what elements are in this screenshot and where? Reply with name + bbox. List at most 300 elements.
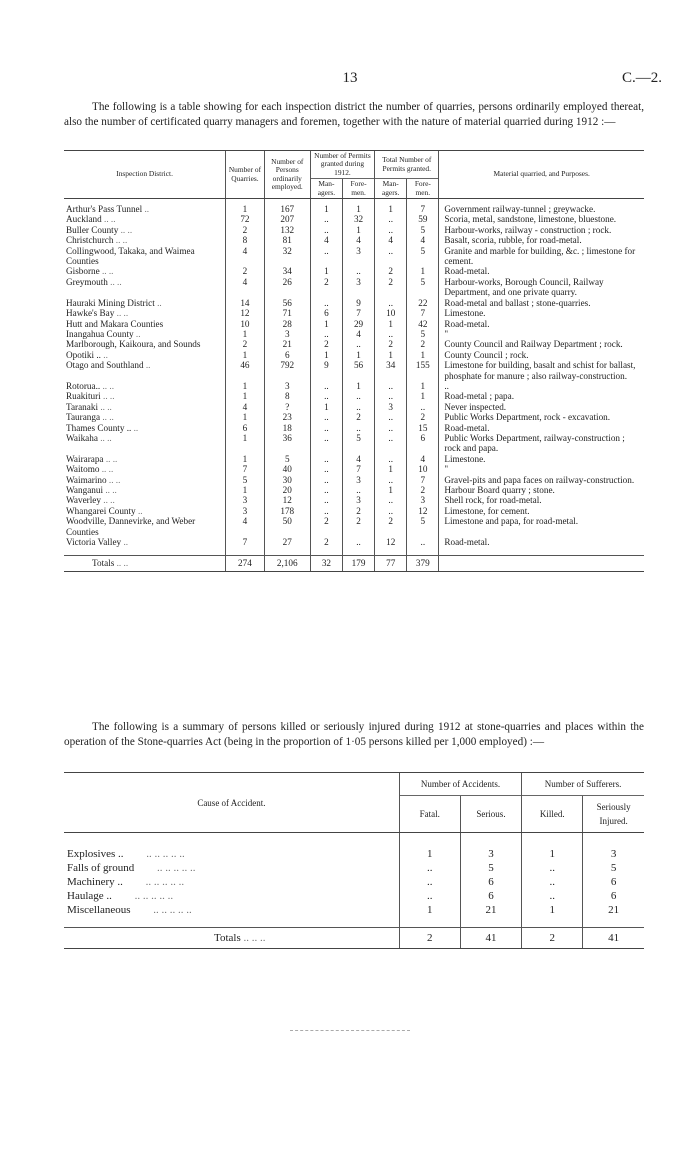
- dot-leader: ..: [103, 349, 108, 360]
- district-name: Hutt and Makara Counties: [66, 318, 164, 329]
- cell-killed: 1: [522, 903, 583, 917]
- cell-persons: 20: [264, 485, 310, 495]
- cell-tf: 1: [407, 350, 439, 360]
- cell-tf: 15: [407, 423, 439, 433]
- cell-tm: 1: [375, 485, 407, 495]
- cell-pf: 3: [343, 475, 375, 485]
- cell-tf: 42: [407, 319, 439, 329]
- cell-tm: ..: [375, 225, 407, 235]
- cell-pf: 7: [343, 464, 375, 474]
- cell-material: Harbour Board quarry ; stone.: [439, 485, 644, 495]
- cell-pf: 1: [343, 225, 375, 235]
- cell-quarries: 1: [226, 433, 264, 454]
- cell-persons: 23: [264, 412, 310, 422]
- cell-pm: ..: [310, 433, 342, 454]
- table-row: [64, 903, 644, 917]
- cell-quarries: 1: [226, 454, 264, 464]
- cell-quarries: 1: [226, 412, 264, 422]
- cell-quarries: 4: [226, 246, 264, 267]
- cell-tm: 34: [375, 360, 407, 381]
- district-name: Christchurch: [66, 235, 114, 246]
- dot-leader: ..: [137, 505, 143, 516]
- district-name: Victoria Valley: [66, 537, 122, 548]
- table-row: [64, 875, 644, 889]
- cell-injured: 6: [583, 889, 644, 903]
- cell-pf: 1: [343, 350, 375, 360]
- dot-leader: ..: [157, 297, 162, 308]
- cell-tf: 155: [407, 360, 439, 381]
- cell-quarries: 7: [226, 464, 264, 474]
- cell-pm: ..: [310, 495, 342, 505]
- cell-quarries: 12: [226, 308, 264, 318]
- cell-tm: ..: [375, 391, 407, 401]
- cell-material: County Council and Railway Department ; rock.: [439, 339, 644, 349]
- district-name: Whangarei County: [66, 505, 136, 516]
- cell-material: Harbour-works, Borough Council, Railway Department, and one private quarry.: [439, 277, 644, 298]
- cell-tf: 59: [407, 214, 439, 224]
- dot-leader: .. ..: [100, 432, 112, 443]
- cell-persons: 21: [264, 339, 310, 349]
- header-permits-granted: Number of Permits granted during 1912.: [310, 151, 374, 179]
- cell-pm: 2: [310, 339, 342, 349]
- totals-persons: 2,106: [264, 556, 310, 571]
- table-row: [64, 329, 644, 339]
- totals-permit-foremen: 179: [343, 556, 375, 571]
- cause-name: Explosives ..: [67, 848, 124, 860]
- cell-pf: 4: [343, 235, 375, 245]
- district-name: Marlborough, Kaikoura, and Sounds: [66, 339, 201, 350]
- dot-leader: .. ..: [103, 391, 115, 402]
- cell-tf: 7: [407, 204, 439, 214]
- cell-persons: 132: [264, 225, 310, 235]
- cell-tm: 10: [375, 308, 407, 318]
- header-material: Material quarried, and Purposes.: [439, 151, 644, 199]
- cell-tf: 5: [407, 246, 439, 267]
- table-row: [64, 381, 644, 391]
- cell-pm: 6: [310, 308, 342, 318]
- table-row: [64, 433, 644, 454]
- district-name: Rotorua..: [66, 380, 101, 391]
- cell-material: Limestone.: [439, 308, 644, 318]
- district-name: Waimarino: [66, 474, 107, 485]
- cell-persons: 3: [264, 381, 310, 391]
- cell-material: Government railway-tunnel ; greywacke.: [439, 204, 644, 214]
- cell-material: Shell rock, for road-metal.: [439, 495, 644, 505]
- cell-pf: 1: [343, 381, 375, 391]
- cell-persons: 5: [264, 454, 310, 464]
- cell-tf: 6: [407, 433, 439, 454]
- table-row: [64, 423, 644, 433]
- cell-killed: ..: [522, 889, 583, 903]
- cell-tf: 2: [407, 412, 439, 422]
- cell-persons: 40: [264, 464, 310, 474]
- cell-quarries: 1: [226, 391, 264, 401]
- cell-quarries: 4: [226, 402, 264, 412]
- table-row: [64, 308, 644, 318]
- page-number: 13: [342, 70, 358, 86]
- header-quarries: Number of Quarries.: [226, 151, 264, 199]
- cell-tf: 5: [407, 277, 439, 298]
- totals-leader: .. ..: [116, 558, 129, 569]
- table-row: [64, 319, 644, 329]
- cell-pf: ..: [343, 485, 375, 495]
- dot-leader: .. .. .. .. ..: [134, 890, 174, 902]
- table-row: [64, 485, 644, 495]
- dot-leader: .. ..: [102, 412, 114, 423]
- quarry-table: [64, 150, 644, 572]
- cell-pf: 3: [343, 246, 375, 267]
- cell-persons: 36: [264, 433, 310, 454]
- dot-leader: .. ..: [110, 276, 122, 287]
- cell-material: Limestone for building, basalt and schist for ballast, phosphate for manure ; also railway-construction.: [439, 360, 644, 381]
- header-district: Inspection District.: [64, 151, 226, 199]
- district-name: Waitomo: [66, 464, 100, 475]
- totals-total-managers: 77: [375, 556, 407, 571]
- cell-serious: 3: [460, 847, 521, 861]
- cell-persons: ?: [264, 402, 310, 412]
- cell-pm: 4: [310, 235, 342, 245]
- cell-material: Limestone, for cement.: [439, 506, 644, 516]
- dot-leader: .. ..: [105, 453, 118, 464]
- cell-pf: 3: [343, 277, 375, 298]
- cell-pm: ..: [310, 225, 342, 235]
- table-row: [64, 204, 644, 214]
- cell-persons: 28: [264, 319, 310, 329]
- cause-name: Machinery ..: [67, 876, 123, 888]
- dot-leader: .. .. .. .. ..: [146, 848, 185, 860]
- cell-serious: 5: [460, 861, 521, 875]
- cell-persons: 8: [264, 391, 310, 401]
- cell-injured: 5: [583, 861, 644, 875]
- cell-persons: 50: [264, 516, 310, 537]
- summary-paragraph: The following is a summary of persons killed or seriously injured during 1912 at stone-quarries and places within the operation of the Stone-quarries Act (being in the proportion of 1·05 persons killed per 1,000 employed) :—: [64, 721, 644, 748]
- cell-pf: 5: [343, 433, 375, 454]
- cell-fatal: 1: [399, 903, 460, 917]
- cell-pm: 1: [310, 402, 342, 412]
- district-name: Buller County: [66, 224, 119, 235]
- table-row: [64, 339, 644, 349]
- cell-pm: ..: [310, 485, 342, 495]
- header-permit-foremen: Fore-men.: [343, 179, 375, 199]
- cell-tf: 10: [407, 464, 439, 474]
- cell-pf: 2: [343, 506, 375, 516]
- table-row: [64, 266, 644, 276]
- cell-material: County Council ; rock.: [439, 350, 644, 360]
- intro-paragraph: The following is a table showing for each inspection district the number of quarries, persons ordinarily employed thereat, also the number of certificated quarry managers and foremen, together with the nature of material quarried during 1912 :—: [64, 101, 644, 128]
- cell-serious: 21: [460, 903, 521, 917]
- cell-tm: 1: [375, 319, 407, 329]
- cell-pm: ..: [310, 214, 342, 224]
- cell-tm: ..: [375, 214, 407, 224]
- dot-leader: .. .. .. .. ..: [145, 876, 185, 888]
- cell-pf: 4: [343, 329, 375, 339]
- cell-pf: 1: [343, 204, 375, 214]
- document-code: C.—2.: [621, 70, 662, 86]
- cell-tm: 1: [375, 204, 407, 214]
- cell-pm: ..: [310, 464, 342, 474]
- cell-quarries: 2: [226, 225, 264, 235]
- dot-leader: .. ..: [104, 214, 116, 225]
- cell-injured: 21: [583, 903, 644, 917]
- cell-fatal: ..: [399, 875, 460, 889]
- accident-totals-serious: 41: [460, 928, 521, 949]
- district-name: Wanganui: [66, 485, 104, 495]
- cell-tm: 2: [375, 516, 407, 537]
- cell-material: Limestone and papa, for road-metal.: [439, 516, 644, 537]
- cell-pf: ..: [343, 402, 375, 412]
- cell-pm: 1: [310, 266, 342, 276]
- cell-pm: ..: [310, 298, 342, 308]
- district-name: Taranaki: [66, 401, 99, 412]
- district-name: Wairarapa: [66, 453, 104, 464]
- table-row: [64, 298, 644, 308]
- district-name: Ruakituri: [66, 391, 101, 402]
- cell-material: Road-metal ; papa.: [439, 391, 644, 401]
- cell-tf: 5: [407, 329, 439, 339]
- cell-quarries: 8: [226, 235, 264, 245]
- totals-label: Totals: [92, 558, 115, 569]
- table-row: [64, 235, 644, 245]
- table-row: [64, 475, 644, 485]
- cell-fatal: ..: [399, 861, 460, 875]
- district-name: Otago and Southland: [66, 360, 144, 371]
- dot-leader: ..: [133, 422, 139, 433]
- cell-serious: 6: [460, 875, 521, 889]
- cell-tf: 12: [407, 506, 439, 516]
- cell-quarries: 1: [226, 381, 264, 391]
- header-total-managers: Man-agers.: [375, 179, 407, 199]
- cell-persons: 81: [264, 235, 310, 245]
- cell-pf: 4: [343, 454, 375, 464]
- cell-pm: ..: [310, 475, 342, 485]
- district-name: Inangahua County: [66, 328, 134, 339]
- cell-tm: ..: [375, 423, 407, 433]
- cell-quarries: 3: [226, 495, 264, 505]
- cell-tm: ..: [375, 495, 407, 505]
- cell-persons: 34: [264, 266, 310, 276]
- cell-quarries: 1: [226, 329, 264, 339]
- cell-tf: 2: [407, 339, 439, 349]
- cell-quarries: 6: [226, 423, 264, 433]
- table-row: [64, 350, 644, 360]
- cell-tm: ..: [375, 412, 407, 422]
- cell-persons: 32: [264, 246, 310, 267]
- dot-leader: .. .. .. .. ..: [153, 904, 192, 916]
- cell-pm: 2: [310, 516, 342, 537]
- cell-material: Basalt, scoria, rubble, for road-metal.: [439, 235, 644, 245]
- header-accidents: Number of Accidents.: [399, 773, 521, 796]
- district-name: Thames County ..: [66, 422, 132, 433]
- cell-quarries: 1: [226, 485, 264, 495]
- cell-pf: 9: [343, 298, 375, 308]
- cell-tm: ..: [375, 329, 407, 339]
- cell-pf: ..: [343, 339, 375, 349]
- cell-pm: ..: [310, 454, 342, 464]
- district-name: Woodville, Dannevirke, and Weber Counties: [66, 516, 196, 537]
- cell-pm: 1: [310, 204, 342, 214]
- cell-tf: 2: [407, 485, 439, 495]
- cell-pm: ..: [310, 391, 342, 401]
- cell-material: Road-metal.: [439, 537, 644, 547]
- district-name: Greymouth: [66, 276, 108, 287]
- district-name: Auckland: [66, 214, 102, 225]
- cell-material: Limestone.: [439, 454, 644, 464]
- cell-pf: 7: [343, 308, 375, 318]
- cell-pf: 29: [343, 319, 375, 329]
- cell-quarries: 72: [226, 214, 264, 224]
- cell-tm: ..: [375, 433, 407, 454]
- cell-persons: 26: [264, 277, 310, 298]
- cell-material: Road-metal.: [439, 266, 644, 276]
- cell-persons: 30: [264, 475, 310, 485]
- cell-persons: 792: [264, 360, 310, 381]
- accident-totals-injured: 41: [583, 928, 644, 949]
- header-cause: Cause of Accident.: [64, 773, 399, 833]
- cell-persons: 27: [264, 537, 310, 547]
- table-row: [64, 861, 644, 875]
- cell-tm: ..: [375, 381, 407, 391]
- cell-quarries: 10: [226, 319, 264, 329]
- cell-pf: ..: [343, 391, 375, 401]
- cell-tm: ..: [375, 298, 407, 308]
- cell-material: Never inspected.: [439, 402, 644, 412]
- table-row: [64, 495, 644, 505]
- table-row: [64, 412, 644, 422]
- cell-pm: 2: [310, 537, 342, 547]
- totals-quarries: 274: [226, 556, 264, 571]
- cell-tm: 1: [375, 350, 407, 360]
- cell-injured: 3: [583, 847, 644, 861]
- cell-quarries: 2: [226, 339, 264, 349]
- cell-material: Public Works Department, railway-construction ; rock and papa.: [439, 433, 644, 454]
- cell-quarries: 46: [226, 360, 264, 381]
- table-row: [64, 277, 644, 298]
- cell-pf: 3: [343, 495, 375, 505]
- cell-tf: 7: [407, 308, 439, 318]
- district-name: Tauranga: [66, 412, 101, 423]
- cell-material: Road-metal.: [439, 319, 644, 329]
- cell-tf: 4: [407, 454, 439, 464]
- totals-total-foremen: 379: [407, 556, 439, 571]
- cell-tm: ..: [375, 506, 407, 516]
- district-name: Collingwood, Takaka, and Waimea Counties: [66, 245, 195, 267]
- cell-tm: ..: [375, 454, 407, 464]
- dot-leader: .. ..: [101, 266, 114, 277]
- accident-totals-leader: .. .. ..: [243, 932, 266, 944]
- cell-pm: ..: [310, 423, 342, 433]
- cell-fatal: 1: [399, 847, 460, 861]
- cell-material: Harbour-works, railway - construction ; rock.: [439, 225, 644, 235]
- quarry-totals-row: [64, 556, 644, 571]
- accident-totals-label: Totals: [214, 932, 241, 944]
- table-row: [64, 464, 644, 474]
- dot-leader: .. ..: [101, 464, 114, 475]
- cell-persons: 56: [264, 298, 310, 308]
- header-serious: Serious.: [460, 796, 521, 833]
- district-name: Gisborne: [66, 266, 100, 277]
- table-row: [64, 516, 644, 537]
- table-row: [64, 391, 644, 401]
- dot-leader: ..: [144, 204, 150, 215]
- table-row: [64, 847, 644, 861]
- dot-leader: .. ..: [108, 474, 121, 485]
- dot-leader: ..: [135, 328, 141, 339]
- cell-tm: ..: [375, 475, 407, 485]
- cell-material: Granite and marble for building, &c. ; limestone for cement.: [439, 246, 644, 267]
- cell-pf: 56: [343, 360, 375, 381]
- header-total-foremen: Fore-men.: [407, 179, 439, 199]
- cell-tf: ..: [407, 537, 439, 547]
- dot-leader: .. ..: [116, 308, 129, 319]
- cell-persons: 178: [264, 506, 310, 516]
- dot-leader: .. ..: [103, 495, 115, 506]
- cell-tm: 2: [375, 266, 407, 276]
- header-persons: Number of Persons ordinarily employed.: [264, 151, 310, 199]
- cell-pf: ..: [343, 266, 375, 276]
- cell-persons: 71: [264, 308, 310, 318]
- cell-tm: 3: [375, 402, 407, 412]
- cell-injured: 6: [583, 875, 644, 889]
- cell-pm: ..: [310, 381, 342, 391]
- cell-pf: ..: [343, 537, 375, 547]
- cell-quarries: 14: [226, 298, 264, 308]
- cell-persons: 12: [264, 495, 310, 505]
- cell-pm: 1: [310, 319, 342, 329]
- cell-persons: 167: [264, 204, 310, 214]
- dot-leader: .. ..: [115, 235, 128, 246]
- dot-leader: ..: [123, 537, 129, 548]
- cell-quarries: 7: [226, 537, 264, 547]
- dot-leader: .. ..: [105, 485, 117, 495]
- cell-killed: ..: [522, 861, 583, 875]
- cell-tf: 22: [407, 298, 439, 308]
- cell-pm: 1: [310, 350, 342, 360]
- table-row: [64, 402, 644, 412]
- dot-leader: .. ..: [100, 401, 112, 412]
- district-name: Hauraki Mining District: [66, 297, 155, 308]
- table-row: [64, 246, 644, 267]
- district-name: Waverley: [66, 495, 101, 506]
- cell-quarries: 4: [226, 516, 264, 537]
- header-fatal: Fatal.: [399, 796, 460, 833]
- cell-pm: ..: [310, 329, 342, 339]
- cell-material: Public Works Department, rock - excavation.: [439, 412, 644, 422]
- cell-killed: ..: [522, 875, 583, 889]
- dot-leader: .. ..: [102, 380, 114, 391]
- cell-quarries: 1: [226, 350, 264, 360]
- cell-pf: 2: [343, 516, 375, 537]
- cell-tf: 4: [407, 235, 439, 245]
- cell-tm: 1: [375, 464, 407, 474]
- table-row: [64, 454, 644, 464]
- cell-tf: 1: [407, 381, 439, 391]
- district-name: Hawke's Bay: [66, 308, 115, 319]
- cell-persons: 3: [264, 329, 310, 339]
- cell-material: Gravel-pits and papa faces on railway-construction.: [439, 475, 644, 485]
- accident-table: [64, 772, 644, 949]
- cell-fatal: ..: [399, 889, 460, 903]
- cell-tf: ..: [407, 402, 439, 412]
- cell-pm: 9: [310, 360, 342, 381]
- cell-tf: 1: [407, 391, 439, 401]
- cell-pf: ..: [343, 423, 375, 433]
- cell-quarries: 5: [226, 475, 264, 485]
- footer-rule: [290, 1030, 410, 1031]
- cell-tf: 1: [407, 266, 439, 276]
- cell-quarries: 4: [226, 277, 264, 298]
- cell-persons: 18: [264, 423, 310, 433]
- accident-totals-fatal: 2: [399, 928, 460, 949]
